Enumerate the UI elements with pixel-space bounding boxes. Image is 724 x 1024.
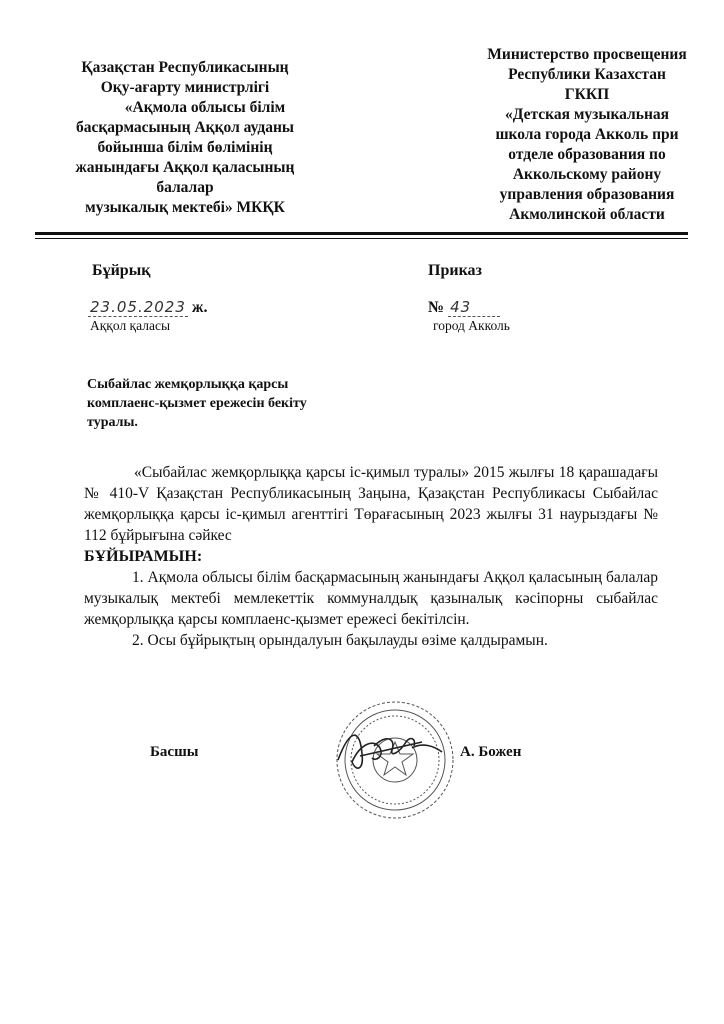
signatory-title: Басшы: [150, 744, 199, 760]
header-kz-line: басқармасының Аққол ауданы: [76, 119, 294, 136]
order-label-ru: Приказ: [428, 262, 482, 279]
header-kz-line: Оқу-ағарту министрлігі: [100, 79, 270, 96]
order-number: [428, 298, 500, 317]
signatory-name: А. Божен: [460, 744, 522, 760]
order-item-2: 2. Осы бұйрықтың орындалуын бақылауды өзіме қалдырамын.: [132, 632, 548, 649]
header-ru-line: Акмолинской области: [509, 206, 665, 223]
header-ru-line: Министерство просвещения: [487, 46, 687, 63]
city-ru: город Акколь: [433, 318, 510, 333]
order-word: БҰЙЫРАМЫН:: [84, 548, 203, 565]
preamble-paragraph: «Сыбайлас жемқорлыққа қарсы іс-қимыл туралы» 2015 жылғы 18 қарашадағы № 410-V Қазақстан Республикасының Заңына, Қазақстан Республикасы Сыбайлас жемқорлыққа қарсы іс-қимыл агенттігі Төрағасының 2023 жылғы 31 наурыздағы № 112 бұйрығына сәйкес: [84, 464, 658, 544]
number-prefix: №: [428, 299, 449, 316]
header-kz-line: Қазақстан Республикасының: [81, 59, 289, 76]
header-kz-line: «Ақмола облысы білім: [124, 99, 286, 116]
subject-line: Сыбайлас жемқорлыққа қарсы: [87, 377, 289, 392]
header-ru-line: школа города Акколь при: [495, 126, 679, 143]
order-body: [84, 462, 658, 651]
header-divider-thin: [35, 238, 688, 239]
order-date: [88, 298, 208, 317]
header-kz-line: музыкалық мектебі» МКҚК: [85, 199, 285, 216]
official-seal-icon: [330, 698, 460, 823]
header-ru-line: Республики Казахстан: [508, 66, 666, 83]
order-label-kz: Бұйрық: [92, 262, 151, 279]
order-item-1: 1. Ақмола облысы білім басқармасының жанындағы Аққол қаласының балалар музыкалық мектебі мемлекеттік коммуналдық қазыналық кәсіпорны сыбайлас жемқорлыққа қарсы комплаенс-қызмет ережесі бекітілсін.: [84, 569, 658, 628]
header-divider-thick: [35, 232, 688, 235]
header-kz: [40, 58, 330, 218]
handwritten-number: 43: [448, 298, 500, 317]
city-kz: Аққол қаласы: [90, 318, 171, 333]
header-ru-line: ГККП: [564, 86, 610, 103]
signature-icon: [338, 735, 442, 768]
order-subject: [87, 375, 317, 432]
header-kz-line: жанындағы Аққол қаласының: [75, 159, 295, 176]
subject-line: туралы.: [87, 415, 138, 430]
handwritten-date: 23.05.2023: [90, 298, 186, 316]
header-ru-line: Аккольскому району: [512, 166, 662, 183]
header-ru-line: отделе образования по: [508, 146, 666, 163]
subject-line: комплаенс-қызмет ережесін бекіту: [87, 396, 307, 411]
header-kz-line: балалар: [156, 179, 214, 196]
header-ru-line: управления образования: [499, 186, 675, 203]
date-suffix: ж.: [187, 299, 208, 316]
header-kz-line: бойынша білім бөлімінің: [97, 139, 273, 156]
header-ru-line: «Детская музыкальная: [504, 106, 670, 123]
header-ru: [458, 45, 716, 225]
